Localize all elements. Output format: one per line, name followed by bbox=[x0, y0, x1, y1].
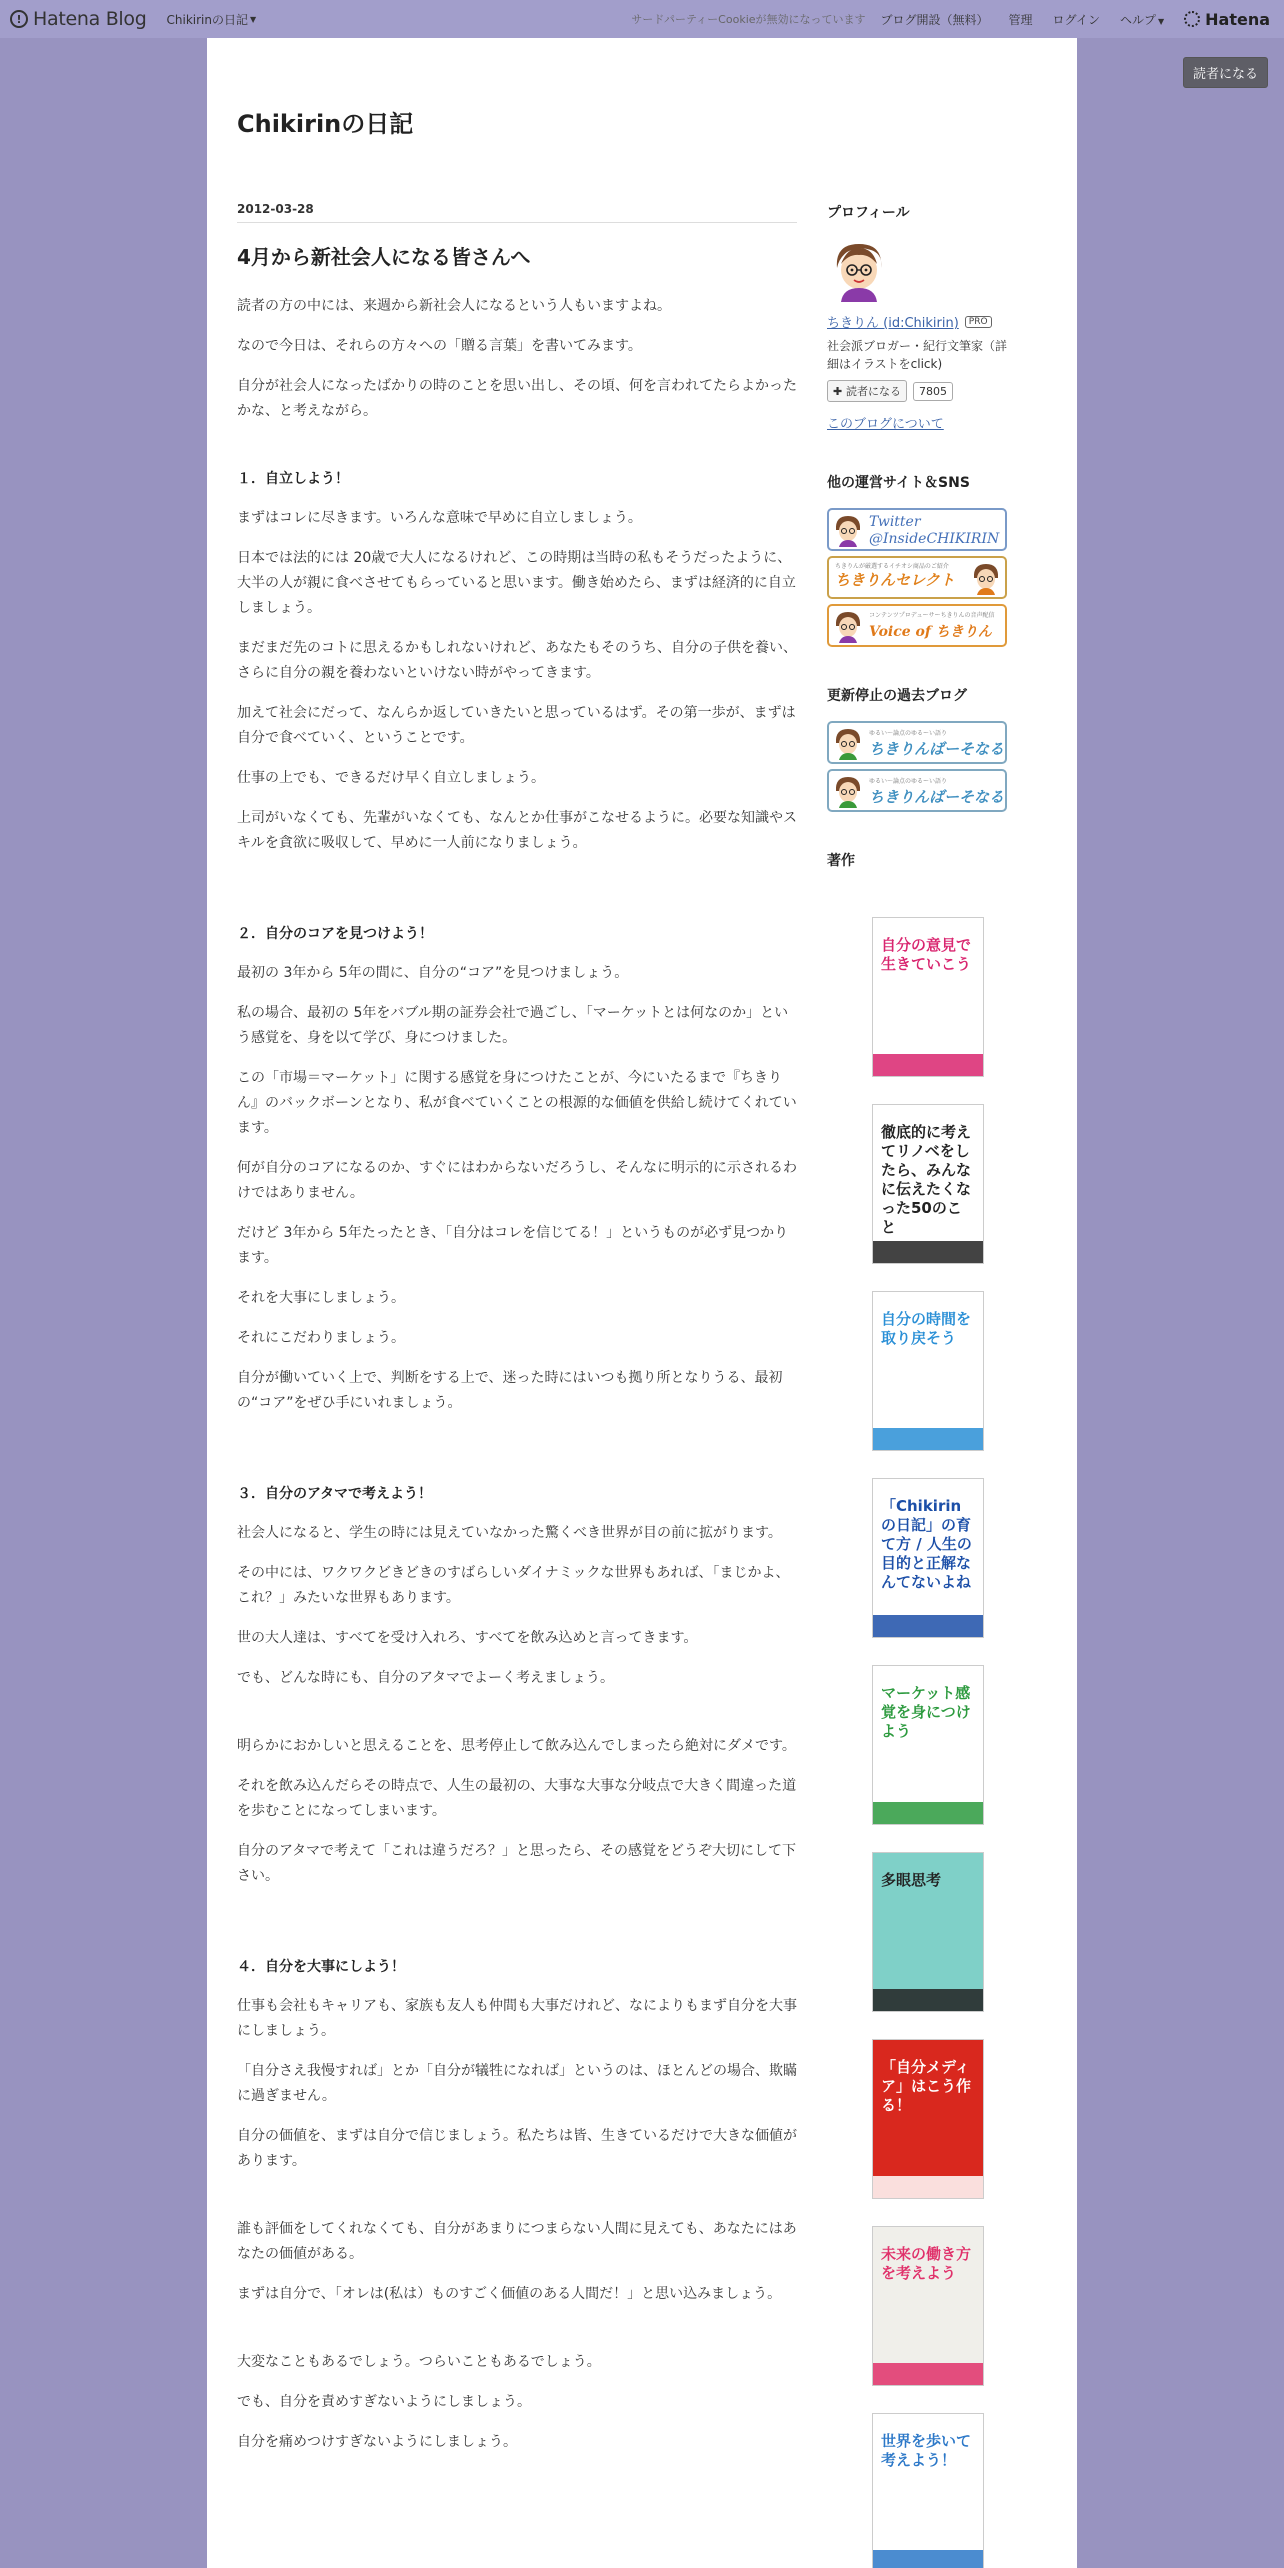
entry-title[interactable]: 4月から新社会人になる皆さんへ bbox=[237, 245, 531, 269]
subscribe-label: 読者になる bbox=[846, 385, 902, 398]
book-band bbox=[873, 2550, 983, 2568]
book-title: 世界を歩いて考えよう！ bbox=[881, 2432, 972, 2469]
book-title: 「自分メディア」はこう作る！ bbox=[881, 2058, 972, 2114]
past-blogs-module bbox=[827, 685, 1017, 812]
book-cover[interactable] bbox=[872, 1291, 984, 1451]
paragraph: 世の大人達は、すべてを受け入れろ、すべてを飲み込めと言ってきます。 bbox=[237, 1630, 698, 1646]
voice-banner-text: Voice of ちきりん bbox=[869, 624, 992, 640]
paragraph: 自分の価値を、まずは自分で信じましょう。私たちは皆、生きているだけで大きな価値があります。 bbox=[237, 2128, 797, 2169]
book-title: 多眼思考 bbox=[881, 1871, 942, 1889]
voice-banner[interactable] bbox=[827, 604, 1007, 647]
paragraph: だけど 3年から 5年たったとき、「自分はコレを信じてる！」というものが必ず見つかります。 bbox=[237, 1225, 789, 1266]
paragraph: 明らかにおかしいと思えることを、思考停止して飲み込んでしまったら絶対にダメです。 bbox=[237, 1738, 796, 1754]
section-heading: １．自立しよう！ bbox=[237, 471, 349, 487]
book-band bbox=[873, 2176, 983, 2198]
plus-icon: ✚ bbox=[833, 385, 847, 398]
book-cover[interactable] bbox=[872, 2413, 984, 2568]
paragraph: 何が自分のコアになるのか、すぐにはわからないだろうし、そんなに明示的に示されるわけではありません。 bbox=[237, 1160, 797, 1201]
hatena-star-icon bbox=[1184, 11, 1200, 27]
book-cover[interactable] bbox=[872, 1852, 984, 2012]
entry-body bbox=[237, 294, 797, 2455]
nav-login[interactable]: ログイン bbox=[1052, 12, 1100, 27]
book-band bbox=[873, 1802, 983, 1824]
select-banner-text: ちきりんセレクト bbox=[835, 571, 955, 589]
paragraph: 誰も評価をしてくれなくても、自分があまりにつまらない人間に見えても、あなたにはあなたの価値がある。 bbox=[237, 2221, 797, 2262]
entry-date[interactable]: 2012-03-28 bbox=[237, 202, 797, 223]
pro-badge[interactable]: PRO bbox=[965, 316, 992, 328]
paragraph: その中には、ワクワクどきどきのすばらしいダイナミックな世界もあれば、「まじかよ、これ？」みたいな世界もあります。 bbox=[237, 1565, 790, 1606]
book-list bbox=[827, 917, 1017, 2568]
subscribe-button[interactable] bbox=[827, 380, 907, 402]
blog-container bbox=[207, 38, 1077, 2568]
paragraph: 私の場合、最初の 5年をバブル期の証券会社で過ごし、「マーケットとは何なのか」という感覚を、身を以て学び、身につけました。 bbox=[237, 1005, 789, 1046]
sites-module bbox=[827, 472, 1017, 647]
twitter-banner[interactable] bbox=[827, 508, 1007, 551]
book-band bbox=[873, 1615, 983, 1637]
paragraph: それを飲み込んだらその時点で、人生の最初の、大事な大事な分岐点で大きく間違った道を歩むことになってしまいます。 bbox=[237, 1778, 797, 1819]
paragraph: この「市場＝マーケット」に関する感覚を身につけたことが、今にいたるまで『ちきりん』のバックボーンとなり、私が食べていくことの根源的な価値を供給し続けてくれています。 bbox=[237, 1070, 797, 1136]
chikirin-face-icon bbox=[833, 610, 863, 643]
chikirin-avatar-icon bbox=[827, 238, 891, 302]
book-title: 「Chikirinの日記」の育て方 / 人生の目的と正解なんてないよね bbox=[881, 1497, 972, 1591]
nav-help-label: ヘルプ bbox=[1119, 12, 1156, 27]
paragraph: まずは自分で、「オレは(私は）ものすごく価値のある人間だ！」と思い込みましょう。 bbox=[237, 2286, 782, 2302]
profile-avatar[interactable] bbox=[827, 238, 891, 302]
twitter-handle: @InsideCHIKIRIN bbox=[869, 531, 1000, 547]
book-title: 自分の時間を取り戻そう bbox=[881, 1310, 972, 1347]
global-header bbox=[0, 0, 1284, 38]
nav-help[interactable] bbox=[1120, 11, 1164, 28]
book-band bbox=[873, 1989, 983, 2011]
profile-module bbox=[827, 202, 1017, 432]
chikirin-face-icon bbox=[833, 775, 863, 808]
paragraph: それを大事にしましょう。 bbox=[237, 1290, 405, 1306]
chevron-down-icon: ▼ bbox=[1157, 16, 1165, 26]
profile-title: プロフィール bbox=[827, 205, 910, 221]
section-heading: ４．自分を大事にしよう！ bbox=[237, 1959, 405, 1975]
twitter-banner-text bbox=[869, 514, 999, 548]
paragraph: それにこだわりましょう。 bbox=[237, 1330, 405, 1346]
book-cover[interactable] bbox=[872, 917, 984, 1077]
past-banner-caption: ゆるい〜論点のゆるーい語り bbox=[869, 778, 948, 785]
book-cover[interactable] bbox=[872, 1665, 984, 1825]
voice-banner-caption: コンテンツプロデューサーちきりんの音声配信 bbox=[869, 612, 995, 619]
blog-title[interactable]: Chikirinの日記 bbox=[237, 110, 414, 138]
past-blog-banner[interactable] bbox=[827, 769, 1007, 812]
hatena-brand[interactable] bbox=[1184, 10, 1270, 29]
chikirin-face-icon bbox=[833, 727, 863, 760]
chikirin-face-icon bbox=[833, 514, 863, 547]
blog-menu[interactable] bbox=[167, 11, 257, 28]
entry-main bbox=[237, 202, 797, 2470]
book-title: 未来の働き方を考えよう bbox=[881, 2245, 972, 2282]
past-banner-text: ちきりんばーそなる bbox=[869, 740, 1005, 758]
paragraph: 大変なこともあるでしょう。つらいこともあるでしょう。 bbox=[237, 2354, 601, 2370]
chikirin-select-banner[interactable] bbox=[827, 556, 1007, 599]
chevron-down-icon: ▼ bbox=[249, 14, 257, 24]
paragraph: 読者の方の中には、来週から新社会人になるという人もいますよね。 bbox=[237, 298, 671, 314]
chikirin-face-icon bbox=[971, 562, 1001, 595]
hatena-blog-mark-icon: ! bbox=[10, 10, 28, 28]
sidebar bbox=[827, 202, 1017, 2568]
past-blog-banner[interactable] bbox=[827, 721, 1007, 764]
book-title: マーケット感覚を身につけよう bbox=[881, 1684, 971, 1740]
paragraph: 自分のアタマで考えて「これは違うだろ？」と思ったら、その感覚をどうぞ大切にして下さい。 bbox=[237, 1843, 797, 1884]
profile-name-link[interactable]: ちきりん (id:Chikirin) bbox=[827, 316, 959, 331]
books-title: 著作 bbox=[827, 853, 855, 869]
book-band bbox=[873, 2363, 983, 2385]
paragraph: まずはコレに尽きます。いろんな意味で早めに自立しましょう。 bbox=[237, 510, 642, 526]
book-cover[interactable] bbox=[872, 1104, 984, 1264]
book-band bbox=[873, 1241, 983, 1263]
paragraph: 上司がいなくても、先輩がいなくても、なんとか仕事がこなせるように。必要な知識やスキルを貪欲に吸収して、早めに一人前になりましょう。 bbox=[237, 810, 797, 851]
book-band bbox=[873, 1428, 983, 1450]
book-cover[interactable] bbox=[872, 2226, 984, 2386]
paragraph: 自分が働いていく上で、判断をする上で、迷った時にはいつも拠り所となりうる、最初の“コア”をぜひ手にいれましょう。 bbox=[237, 1370, 783, 1411]
paragraph: 自分を痛めつけすぎないようにしましょう。 bbox=[237, 2434, 517, 2450]
paragraph: でも、自分を責めすぎないようにしましょう。 bbox=[237, 2394, 531, 2410]
past-banner-text: ちきりんばーそなる bbox=[869, 788, 1005, 806]
nav-start-blog[interactable]: ブログ開設（無料） bbox=[880, 12, 989, 27]
book-cover[interactable] bbox=[872, 2039, 984, 2199]
book-cover[interactable] bbox=[872, 1478, 984, 1638]
blog-menu-label: Chikirinの日記 bbox=[166, 12, 248, 27]
cookie-notice[interactable]: サードパーティーCookieが無効になっています bbox=[631, 13, 866, 26]
hatena-brand-name: Hatena bbox=[1205, 9, 1270, 29]
paragraph: 仕事の上でも、できるだけ早く自立しましょう。 bbox=[237, 770, 545, 786]
book-title: 徹底的に考えてリノベをしたら、みんなに伝えたくなった50のこと bbox=[881, 1123, 972, 1236]
paragraph: まだまだ先のコトに思えるかもしれないけれど、あなたもそのうち、自分の子供を養い、さらに自分の親を養わないといけない時がやってきます。 bbox=[237, 640, 797, 681]
hatena-blog-logo[interactable] bbox=[10, 8, 147, 30]
sites-title: 他の運営サイト＆SNS bbox=[827, 475, 970, 491]
paragraph: 自分が社会人になったばかりの時のことを思い出し、その頃、何を言われてたらよかったかな、と考えながら。 bbox=[237, 378, 797, 419]
select-banner-caption: ちきりんが厳選するイチオシ商品のご紹介 bbox=[835, 563, 949, 570]
past-blogs-title: 更新停止の過去ブログ bbox=[827, 688, 967, 704]
paragraph: 日本では法的には 20歳で大人になるけれど、この時期は当時の私もそうだったように、大半の人が親に食べさせてもらっていると思います。働き始めたら、まずは経済的に自立しましょう。 bbox=[237, 550, 796, 616]
past-banner-caption: ゆるい〜論点のゆるーい語り bbox=[869, 730, 948, 737]
paragraph: 「自分さえ我慢すれば」とか「自分が犠牲になれば」というのは、ほとんどの場合、欺瞞に過ぎません。 bbox=[237, 2063, 797, 2104]
twitter-label: Twitter bbox=[869, 514, 921, 530]
nav-admin[interactable]: 管理 bbox=[1008, 12, 1033, 27]
books-module bbox=[827, 850, 1017, 2568]
about-blog-link[interactable]: このブログについて bbox=[827, 417, 944, 432]
paragraph: 社会人になると、学生の時には見えていなかった驚くべき世界が目の前に拡がります。 bbox=[237, 1525, 782, 1541]
subscribe-button-top[interactable]: 読者になる bbox=[1183, 57, 1268, 88]
book-band bbox=[873, 1054, 983, 1076]
paragraph: 最初の 3年から 5年の間に、自分の“コア”を見つけましょう。 bbox=[237, 965, 629, 981]
hatena-blog-logo-text: Hatena Blog bbox=[33, 8, 147, 30]
paragraph: 加えて社会にだって、なんらか返していきたいと思っているはず。その第一歩が、まずは自分で食べていく、ということです。 bbox=[237, 705, 796, 746]
paragraph: 仕事も会社もキャリアも、家族も友人も仲間も大事だけれど、なによりもまず自分を大事にしましょう。 bbox=[237, 1998, 797, 2039]
profile-description: 社会派ブロガー・紀行文筆家（詳細はイラストをclick) bbox=[827, 339, 1008, 371]
section-heading: ３．自分のアタマで考えよう！ bbox=[237, 1486, 433, 1502]
top-navigation bbox=[631, 0, 1284, 38]
book-title: 自分の意見で生きていこう bbox=[881, 936, 972, 973]
paragraph: でも、どんな時にも、自分のアタマでよーく考えましょう。 bbox=[237, 1670, 615, 1686]
paragraph: なので今日は、それらの方々への「贈る言葉」を書いてみます。 bbox=[237, 338, 642, 354]
subscriber-count[interactable]: 7805 bbox=[913, 382, 953, 401]
section-heading: ２．自分のコアを見つけよう！ bbox=[237, 926, 433, 942]
